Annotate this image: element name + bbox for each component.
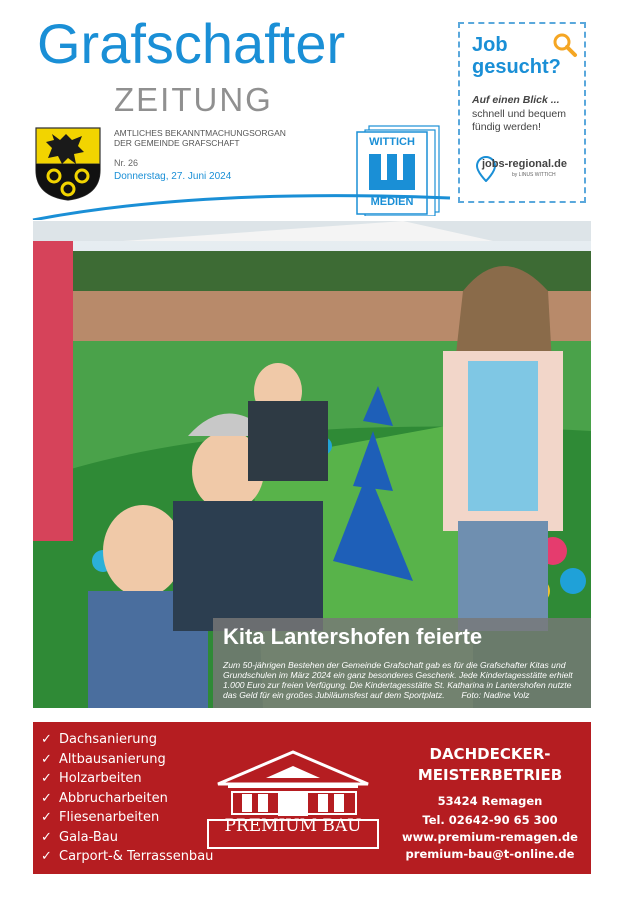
- service-item: ✓ Gala-Bau: [41, 828, 213, 848]
- check-icon: ✓: [41, 790, 52, 806]
- service-item: ✓ Dachsanierung: [41, 730, 213, 750]
- job-search-box[interactable]: [458, 22, 586, 203]
- premium-bau-advertisement[interactable]: [33, 722, 591, 874]
- feature-body: Zum 50-jährigen Bestehen der Gemeinde Grafschaft gab es für die Grafschafter Kitas und Grundschulen im März 2024 ein ganz besonderes Geschenk. Jede Kindertagesstätte erhielt 1.000 Euro zur freien Verfügung. Die Kindertagesstätte St. Katharina in Lantershofen nutzte das Geld für ein großes Jubiläumsfest auf dem Sportplatz. Foto: Nadine Volz: [223, 660, 573, 700]
- service-item: ✓ Abbrucharbeiten: [41, 789, 213, 809]
- ad-heading-line1: DACHDECKER-: [429, 745, 551, 763]
- ad-website-link[interactable]: www.premium-remagen.de: [402, 830, 578, 844]
- check-icon: ✓: [41, 732, 52, 747]
- ad-city: 53424 Remagen: [437, 794, 543, 808]
- magnifier-icon: [552, 32, 578, 58]
- newspaper-subtitle: ZEITUNG: [114, 81, 273, 118]
- ad-contact-block: [395, 744, 585, 861]
- job-box-lead: Auf einen Blick ...: [472, 94, 560, 106]
- service-item: ✓ Fliesenarbeiten: [41, 808, 213, 828]
- official-organ-label: AMTLICHES BEKANNTMACHUNGSORGAN DER GEMEINDE GRAFSCHAFT: [114, 128, 286, 148]
- feature-headline: Kita Lantershofen feierte: [223, 624, 483, 649]
- check-icon: ✓: [41, 829, 52, 845]
- ad-phone[interactable]: Tel. 02642-90 65 300: [422, 813, 558, 827]
- job-box-text: schnell und bequem fündig werden!: [472, 108, 566, 133]
- photo-credit: Foto: Nadine Volz: [461, 690, 530, 700]
- masthead-swoosh: [0, 180, 625, 220]
- check-icon: ✓: [41, 849, 52, 864]
- service-item: ✓ Holzarbeiten: [41, 769, 213, 789]
- wittich-medien-logo: WITTICH MEDIEN: [353, 124, 443, 216]
- ad-email-link[interactable]: premium-bau@t-online.de: [405, 847, 575, 861]
- house-logo-icon: [198, 736, 388, 856]
- service-item: ✓ Altbausanierung: [41, 750, 213, 770]
- issue-number: Nr. 26: [114, 158, 139, 168]
- services-list: [41, 730, 213, 867]
- issue-date: Donnerstag, 27. Juni 2024: [114, 171, 232, 182]
- newspaper-title: Grafschafter: [37, 12, 346, 75]
- ad-heading-line2: MEISTERBETRIEB: [417, 766, 563, 784]
- feature-caption: [213, 618, 591, 708]
- service-item: ✓ Carport-& Terrassenbau: [41, 847, 213, 867]
- ad-brand-name: PREMIUM BAU: [224, 816, 362, 836]
- check-icon: ✓: [41, 810, 52, 825]
- check-icon: ✓: [41, 751, 52, 767]
- check-icon: ✓: [41, 771, 52, 786]
- jobs-regional-logo[interactable]: jobs-regional.de by LINUS WITTICH: [476, 152, 576, 188]
- job-box-title: Job gesucht?: [472, 34, 561, 78]
